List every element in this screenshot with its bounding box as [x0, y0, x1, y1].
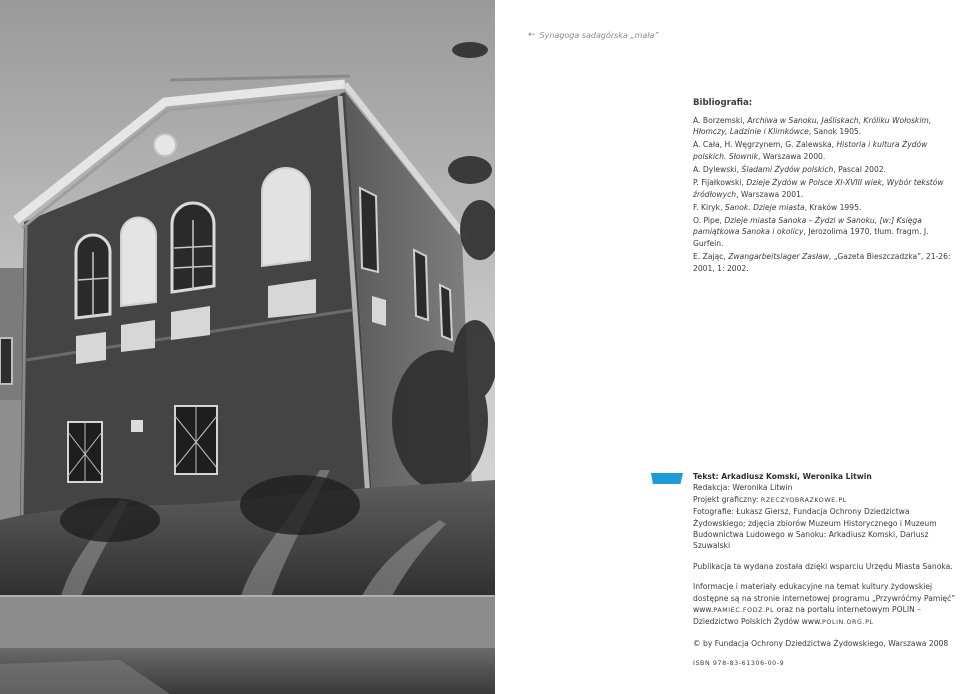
polin-link[interactable]: POLIN.ORG.PL [822, 619, 874, 627]
copyright-note: © by Fundacja Ochrony Dziedzictwa Żydowskiego, Warszawa 2008 [693, 638, 949, 648]
back-link[interactable] [528, 30, 659, 40]
bibliography-heading: Bibliografia: [693, 98, 753, 108]
info-note: Informacje i materiały edukacyjne na temat kultury żydowskiej dostępne są na stronie internetowej programu „Przywróćmy Pamięć” www.PAMIEC.FODZ.PL oraz na portalu internetowym POLIN – Dziedzictwo Polskich Żydów www.POLIN.ORG.PL [693, 582, 956, 627]
bibliography-entry: O. Pipe, Dzieje miasta Sanoka – Żydzi w Sanoku, [w:] Księga pamiątkowa Sanoka i okolicy, Jerozolima 1970, tłum. fragm. J. Gurfein. [693, 215, 929, 249]
text-authors: Tekst: Arkadiusz Komski, Weronika Litwin [693, 472, 872, 481]
bibliography-section [693, 98, 959, 276]
funding-note: Publikacja ta wydana została dzięki wsparciu Urzędu Miasta Sanoka. [693, 561, 953, 571]
editing-credit: Redakcja: Weronika Litwin [693, 483, 793, 493]
design-studio-link[interactable]: RZECZYOBRAZKOWE.PL [760, 496, 847, 504]
bibliography-entry: E. Zając, Zwangarbeitslager Zasław, „Gazeta Bieszczadzka”, 21-26: 2001, 1: 2002. [693, 252, 951, 273]
arrow-left-icon: ← [528, 30, 536, 40]
bibliography-entry: A. Borzemski, Archiwa w Sanoku, Jaśliskach, Króliku Wołoskim, Hłomczy, Ladzinie i Klimkówce, Sanok 1905. [693, 115, 932, 137]
bibliography-entry: F. Kiryk, Sanok. Dzieje miasta, Kraków 1995. [693, 202, 862, 212]
pamiec-link[interactable]: PAMIEC.FODZ.PL [713, 607, 775, 615]
isbn-number: ISBN 978-83-61306-00-9 [693, 660, 785, 668]
bibliography-entry: A. Cała, H. Węgrzynem, G. Zalewska, Historia i kultura Żydów polskich. Słownik, Warszawa 2000. [693, 140, 928, 161]
bibliography-entry: P. Fijałkowski, Dzieje Żydów w Polsce XI-XVIII wiek, Wybór tekstów źródłowych, Warszawa 2001. [693, 178, 944, 199]
bibliography-entry: A. Dylewski, Śladami Żydów polskich, Pascal 2002. [693, 164, 887, 174]
back-link-label: Synagoga sadagórska „mała” [539, 30, 659, 40]
colophon [693, 471, 959, 670]
photo-credit: Fotografie: Łukasz Giersz, Fundacja Ochrony Dziedzictwa Żydowskiego; zdjęcia zbiorów Muzeum Historycznego i Muzeum Budownictwa Ludowego w Sanoku: Arkadiusz Komski, Dariusz Szuwalski [693, 507, 937, 551]
design-credit: Projekt graficzny: RZECZYOBRAZKOWE.PL [693, 494, 847, 504]
accent-marker [651, 473, 683, 484]
